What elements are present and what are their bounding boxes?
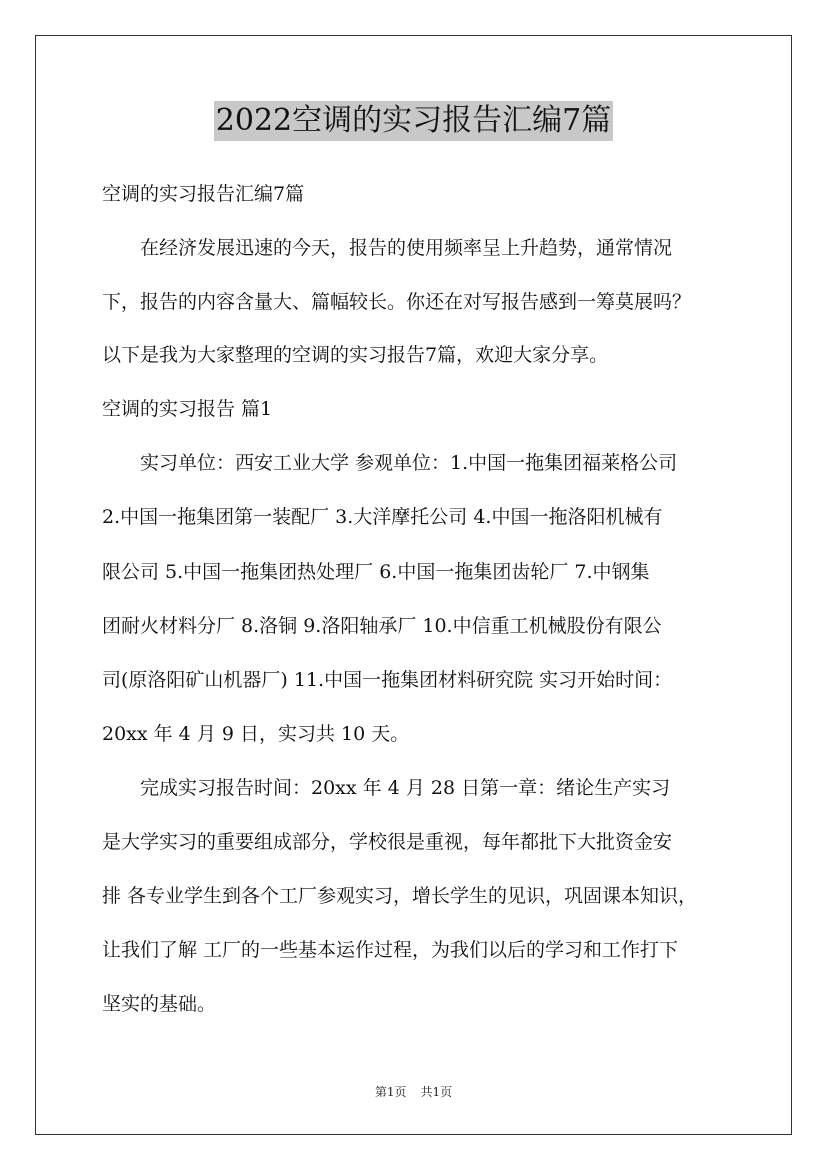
text-line: 让我们了解 工厂的一些基本运作过程，为我们以后的学习和工作打下	[102, 939, 679, 961]
text-line: 完成实习报告时间：20xx 年 4 月 28 日第一章：绪论生产实习	[102, 777, 671, 799]
text-line: 司(原洛阳矿山机器厂) 11.中国一拖集团材料研究院 实习开始时间：	[102, 669, 673, 691]
title-container	[0, 101, 827, 141]
text-line: 2.中国一拖集团第一装配厂 3.大洋摩托公司 4.中国一拖洛阳机械有	[102, 506, 663, 528]
text-line: 下，报告的内容含量大、篇幅较长。你还在对写报告感到一筹莫展吗？	[102, 291, 692, 313]
text-line: 排 各专业学生到各个工厂参观实习，增长学生的见识，巩固课本知识，	[102, 885, 698, 907]
section-heading: 空调的实习报告 篇1	[102, 398, 273, 420]
text-line: 坚实的基础。	[102, 993, 217, 1015]
text-line: 20xx 年 4 月 9 日，实习共 10 天。	[102, 723, 410, 745]
text-line: 空调的实习报告汇编7篇	[102, 183, 305, 205]
page-footer	[0, 1084, 827, 1100]
text-line: 在经济发展迅速的今天，报告的使用频率呈上升趋势，通常情况	[102, 237, 673, 259]
page-total: 共1页	[420, 1085, 453, 1099]
document-title: 2022空调的实习报告汇编7篇	[214, 101, 613, 141]
text-line: 是大学实习的重要组成部分，学校很是重视，每年都批下大批资金安	[102, 831, 673, 853]
page-number: 第1页	[374, 1085, 407, 1099]
text-line: 团耐火材料分厂 8.洛铜 9.洛阳轴承厂 10.中信重工机械股份有限公	[102, 615, 662, 637]
text-line: 实习单位：西安工业大学 参观单位：1.中国一拖集团福莱格公司	[102, 452, 678, 474]
text-line: 以下是我为大家整理的空调的实习报告7篇，欢迎大家分享。	[102, 344, 609, 366]
text-line: 限公司 5.中国一拖集团热处理厂 6.中国一拖集团齿轮厂 7.中钢集	[102, 561, 650, 583]
